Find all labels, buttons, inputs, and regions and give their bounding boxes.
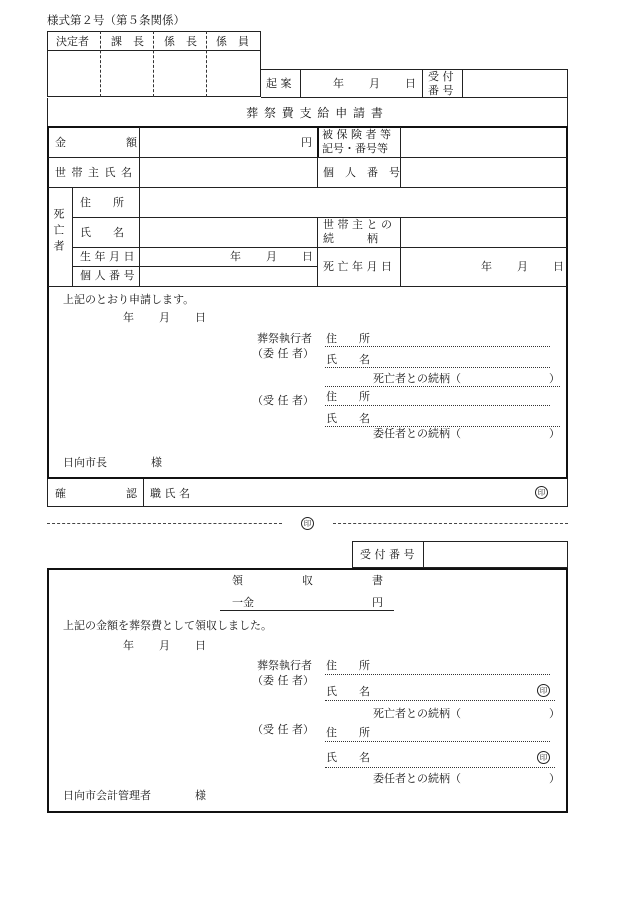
receipt-statement: 上記の金額を葬祭費として領収しました。 — [63, 619, 272, 632]
form-title: 葬 祭 費 支 給 申 請 書 — [246, 106, 384, 120]
amount-unit: 円 — [301, 136, 312, 149]
householder-id-label: 個 人 番 号 — [323, 166, 400, 179]
receipt-relation-deceased-label: 死亡者との続柄（ ） — [373, 707, 560, 720]
confirm-seal-icon: 印 — [535, 486, 548, 499]
receipt-number-label: 受 付 番 号 — [360, 548, 415, 561]
section-chief-label: 課 長 — [111, 35, 144, 48]
receipt-number-field[interactable] — [463, 70, 567, 97]
cut-line-seal-icon: 印 — [301, 517, 314, 530]
death-date-label: 死 亡 年 月 日 — [323, 260, 392, 273]
receipt-amount-unit: 円 — [372, 596, 383, 609]
addressee: 日向市長 様 — [63, 456, 162, 469]
decider-label: 決定者 — [56, 35, 89, 48]
staff-label: 係 員 — [216, 35, 249, 48]
receipt-executor-address-label: 住 所 — [326, 659, 370, 672]
deceased-name-field[interactable] — [141, 218, 316, 246]
death-date: 年 月 日 — [481, 260, 565, 273]
receipt-executor-label: 葬祭執行者 — [257, 659, 312, 672]
relation-deceased-label: 死亡者との続柄（ ） — [373, 372, 560, 385]
receipt-amount-prefix: 一金 — [232, 596, 254, 609]
householder-label: 世 帯 主 氏 名 — [55, 166, 133, 179]
deceased-address-field[interactable] — [141, 188, 566, 216]
confirm-label-2: 認 — [126, 487, 137, 500]
delegator-label: （委 任 者） — [252, 347, 314, 360]
deceased-address-label: 住 所 — [80, 196, 124, 209]
confirm-staff-label: 職 氏 名 — [150, 487, 190, 500]
relation-label-2: 続 柄 — [323, 232, 378, 245]
delegate-name-label: 氏 名 — [326, 412, 370, 425]
deceased-name-label: 氏 名 — [80, 226, 124, 239]
deceased-id-label: 個 人 番 号 — [80, 269, 135, 282]
relation-field[interactable] — [402, 218, 566, 246]
receipt-label-2: 番 号 — [428, 84, 454, 97]
deceased-id-field[interactable] — [141, 267, 316, 285]
application-date: 年 月 日 — [123, 311, 207, 324]
birth-date: 年 月 日 — [230, 250, 314, 263]
receipt-executor-name-label: 氏 名 — [326, 685, 370, 698]
amount-label-1: 金 — [55, 136, 66, 149]
receipt-delegate-address-label: 住 所 — [326, 726, 370, 739]
receipt-title-1: 領 — [232, 574, 243, 587]
receipt-delegate-label: （受 任 者） — [252, 723, 314, 736]
insured-label-2: 記号・番号等 — [322, 142, 388, 155]
receipt-relation-delegator-label: 委任者との続柄（ ） — [373, 772, 560, 785]
receipt-title-3: 書 — [372, 574, 383, 587]
householder-name-field[interactable] — [141, 158, 316, 186]
birth-label: 生 年 月 日 — [80, 250, 135, 263]
receipt-delegate-seal-icon: 印 — [537, 751, 550, 764]
executor-label: 葬祭執行者 — [257, 332, 312, 345]
insured-label-1: 被 保 険 者 等 — [322, 128, 391, 141]
cut-line-left — [47, 523, 282, 524]
draft-label: 起 案 — [266, 77, 292, 90]
draft-date: 年 月 日 — [333, 77, 417, 90]
receipt-delegator-label: （委 任 者） — [252, 674, 314, 687]
receipt-addressee: 日向市会計管理者 様 — [63, 789, 206, 802]
insured-number-field[interactable] — [402, 128, 566, 156]
receipt-title-2: 収 — [302, 574, 313, 587]
receipt-delegate-name-label: 氏 名 — [326, 751, 370, 764]
receipt-amount-line[interactable] — [220, 610, 394, 611]
amount-field[interactable] — [141, 128, 316, 156]
executor-address-label: 住 所 — [326, 332, 370, 345]
confirm-label-1: 確 — [55, 487, 66, 500]
deceased-group-label: 死亡者 — [52, 208, 65, 256]
delegate-address-label: 住 所 — [326, 390, 370, 403]
receipt-label-1: 受 付 — [428, 70, 454, 83]
cut-line-right — [333, 523, 568, 524]
delegate-label: （受 任 者） — [252, 394, 314, 407]
receipt-number-input[interactable] — [425, 542, 567, 567]
application-statement: 上記のとおり申請します。 — [63, 293, 195, 306]
form-id: 様式第２号（第５条関係） — [47, 13, 185, 27]
subsection-chief-label: 係 長 — [164, 35, 197, 48]
executor-name-label: 氏 名 — [326, 353, 370, 366]
receipt-date: 年 月 日 — [123, 639, 207, 652]
receipt-executor-seal-icon: 印 — [537, 684, 550, 697]
relation-delegator-label: 委任者との続柄（ ） — [373, 427, 560, 440]
amount-label-2: 額 — [126, 136, 137, 149]
relation-label-1: 世 帯 主 と の — [323, 218, 392, 231]
householder-id-field[interactable] — [402, 158, 566, 186]
